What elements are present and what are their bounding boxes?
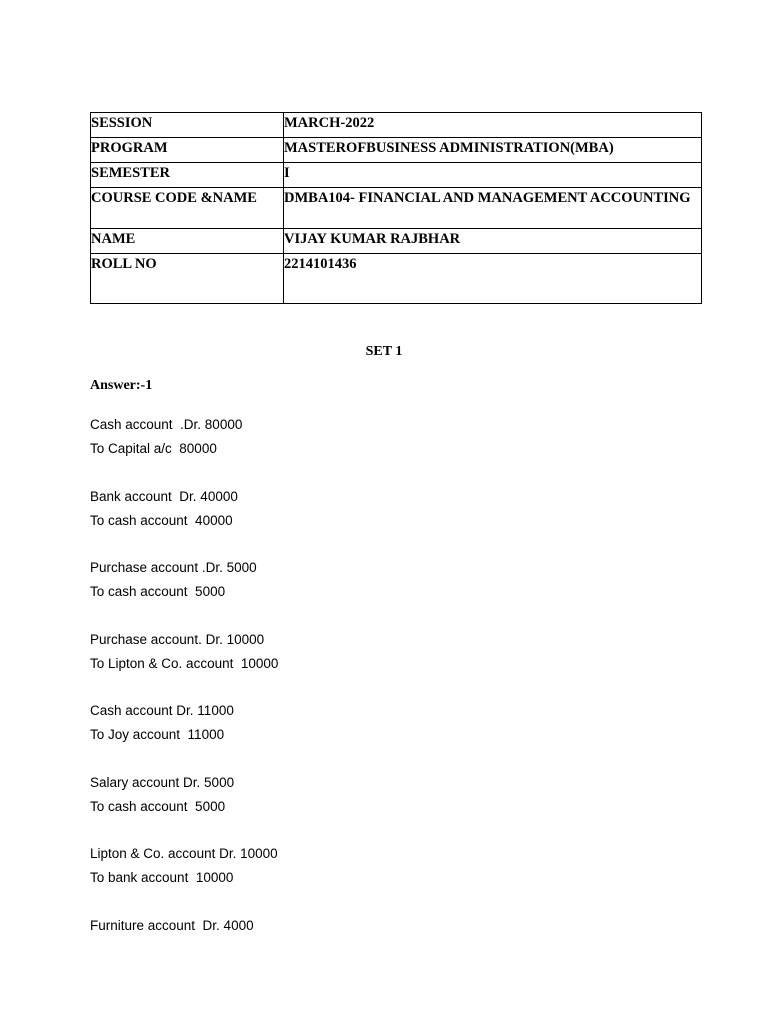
credit-line: To Capital a/c 80000 [90,441,217,456]
semester-label: SEMESTER [91,163,284,188]
answer-heading: Answer:-1 [90,378,153,393]
journal-entry [90,556,278,604]
credit-line: To Lipton & Co. account 10000 [90,655,279,671]
debit-line: Furniture account Dr. 4000 [90,917,254,933]
credit-line: To Joy account 11000 [90,727,225,742]
debit-line: Lipton & Co. account Dr. 10000 [90,846,278,861]
program-value: MASTEROFBUSINESS ADMINISTRATION(MBA) [284,138,702,163]
semester-value: I [284,163,702,188]
debit-line: Purchase account .Dr. 5000 [90,560,257,575]
table-row-roll [91,254,702,304]
course-value: DMBA104- FINANCIAL AND MANAGEMENT ACCOUNTING [284,188,702,229]
session-label: SESSION [91,113,284,138]
journal-entry [90,914,278,938]
journal-entry [90,485,278,533]
table-row-program [91,138,702,163]
table-row-course [91,188,702,229]
journal-entry [90,628,278,676]
roll-label: ROLL NO [91,254,284,304]
debit-line: Cash account .Dr. 80000 [90,417,243,432]
debit-line: Cash account Dr. 11000 [90,703,234,718]
credit-line: To cash account 5000 [90,798,226,814]
journal-entry [90,771,278,819]
journal-entry [90,699,278,747]
credit-line: To cash account 40000 [90,512,233,528]
credit-line: To cash account 5000 [90,584,226,599]
set-heading: SET 1 [365,344,403,359]
session-value: MARCH-2022 [284,113,702,138]
debit-line: Purchase account. Dr. 10000 [90,631,265,647]
credit-line: To bank account 10000 [90,870,234,885]
table-row-session [91,113,702,138]
journal-entries [90,413,278,961]
table-row-semester [91,163,702,188]
course-label: COURSE CODE &NAME [91,188,284,229]
program-label: PROGRAM [91,138,284,163]
debit-line: Bank account Dr. 40000 [90,488,238,504]
journal-entry [90,842,278,890]
name-value: VIJAY KUMAR RAJBHAR [284,229,702,254]
name-label: NAME [91,229,284,254]
student-info-table [90,112,702,304]
journal-entry [90,413,278,461]
table-row-name [91,229,702,254]
roll-value: 2214101436 [284,254,702,304]
debit-line: Salary account Dr. 5000 [90,774,235,790]
